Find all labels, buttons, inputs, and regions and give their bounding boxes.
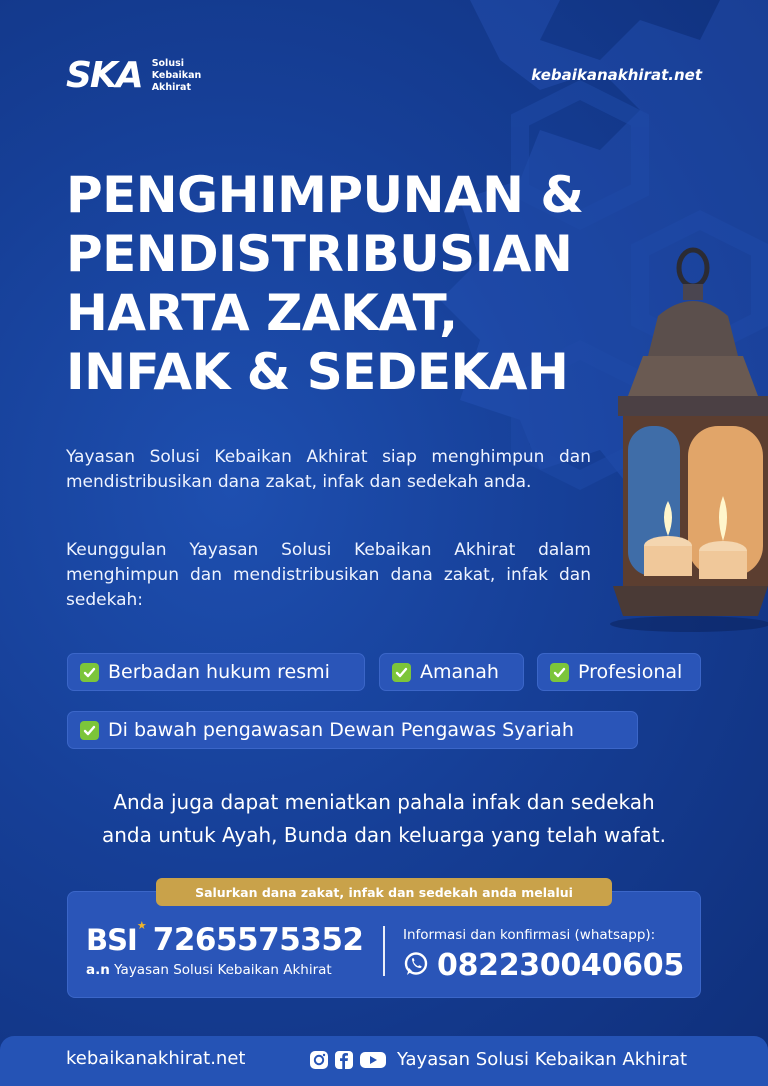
whatsapp-icon — [403, 951, 429, 981]
check-icon — [550, 663, 569, 682]
whatsapp-number[interactable]: 082230040605 — [437, 948, 684, 983]
headline-line: PENGHIMPUNAN & — [66, 166, 584, 224]
header-website[interactable]: kebaikanakhirat.net — [531, 66, 702, 84]
closing-line: Anda juga dapat meniatkan pahala infak dan sedekah — [113, 790, 655, 814]
advantage-label: Berbadan hukum resmi — [108, 661, 330, 683]
account-holder-name: Yayasan Solusi Kebaikan Akhirat — [114, 962, 332, 978]
intro-paragraph: Yayasan Solusi Kebaikan Akhirat siap menghimpun dan mendistribusikan dana zakat, infak dan sedekah anda. — [66, 447, 591, 492]
payment-pill: Salurkan dana zakat, infak dan sedekah anda melalui — [156, 878, 612, 906]
bank-name: BSI — [86, 923, 137, 957]
check-icon — [392, 663, 411, 682]
advantage-label: Profesional — [578, 661, 683, 683]
payment-divider — [383, 926, 385, 976]
logo-text-line: Akhirat — [151, 82, 192, 93]
youtube-icon[interactable] — [359, 1050, 387, 1070]
closing-line: anda untuk Ayah, Bunda dan keluarga yang telah wafat. — [102, 823, 666, 847]
logo-text-line: Kebaikan — [151, 70, 202, 81]
advantages-paragraph: Keunggulan Yayasan Solusi Kebaikan Akhirat dalam menghimpun dan mendistribusikan dana zakat, infak dan sedekah: — [66, 540, 591, 610]
footer-social — [309, 1049, 687, 1070]
headline — [66, 166, 666, 402]
logo-mark: SKA — [66, 55, 142, 96]
account-prefix: a.n — [86, 962, 110, 978]
whatsapp-row — [403, 948, 684, 983]
footer-website[interactable]: kebaikanakhirat.net — [66, 1048, 246, 1069]
footer-organization: Yayasan Solusi Kebaikan Akhirat — [397, 1049, 688, 1070]
account-number[interactable]: 7265575352 — [152, 922, 364, 958]
logo — [66, 56, 201, 96]
logo-text-line: Solusi — [151, 58, 184, 69]
check-icon — [80, 721, 99, 740]
check-icon — [80, 663, 99, 682]
advantage-badge — [379, 653, 524, 691]
lantern-illustration — [598, 246, 768, 636]
headline-line: PENDISTRIBUSIAN — [66, 225, 573, 283]
advantage-badge — [537, 653, 701, 691]
whatsapp-info-label: Informasi dan konfirmasi (whatsapp): — [403, 927, 656, 943]
headline-line: INFAK & SEDEKAH — [66, 343, 569, 401]
advantage-label: Amanah — [420, 661, 499, 683]
advantage-badge — [67, 653, 365, 691]
bank-account-row — [86, 919, 364, 958]
bank-logo — [86, 919, 146, 957]
advantage-label: Di bawah pengawasan Dewan Pengawas Syariah — [108, 719, 574, 741]
facebook-icon[interactable] — [334, 1050, 354, 1070]
headline-line: HARTA ZAKAT, — [66, 284, 458, 342]
closing-text — [40, 786, 728, 852]
advantage-badge — [67, 711, 638, 749]
logo-text — [152, 58, 202, 94]
instagram-icon[interactable] — [309, 1050, 329, 1070]
account-holder — [86, 962, 332, 978]
star-icon: ★ — [136, 919, 146, 932]
